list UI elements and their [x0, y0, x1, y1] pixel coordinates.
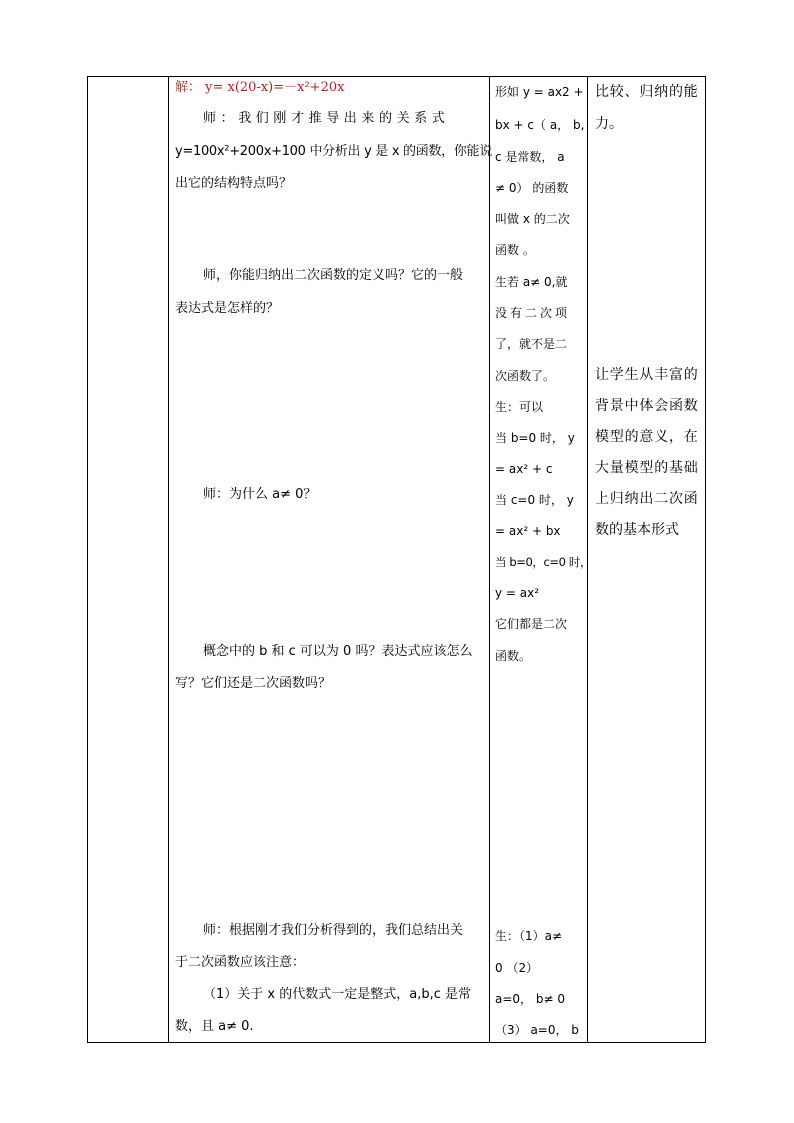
intent-text: 让学生从丰富的 — [595, 367, 699, 383]
intent-text: 背景中体会函数 — [595, 398, 699, 414]
definition-text: c 是常数， a — [495, 150, 565, 164]
answer-text: 0 （2） — [495, 961, 539, 975]
case-text: 当 b=0，c=0 时， — [495, 555, 592, 569]
solution-line: 解： y= x(20-x)=－x²+20x — [175, 80, 345, 95]
lesson-table — [87, 76, 706, 1043]
summary-text: 数，且 a≠ 0. — [175, 1019, 254, 1034]
case-text: y = ax² — [495, 586, 540, 600]
definition-text: 形如 y = ax2 + — [495, 85, 584, 99]
question-text: y=100x²+200x+100 中分析出 y 是 x 的函数，你能说 — [175, 144, 492, 159]
question-text: 师：为什么 a≠ 0？ — [203, 487, 317, 502]
case-text: 函数。 — [495, 649, 532, 663]
summary-text: （1）关于 x 的代数式一定是整式，a,b,c 是常 — [203, 987, 471, 1002]
question-text: 概念中的 b 和 c 可以为 0 吗？表达式应该怎么 — [203, 644, 473, 659]
summary-text: 师：根据刚才我们分析得到的，我们总结出关 — [203, 923, 464, 938]
summary-text: 于二次函数应该注意： — [175, 955, 306, 970]
reason-text: 次函数了。 — [495, 369, 556, 383]
student-activity-column — [490, 77, 592, 1042]
reason-text: 了，就不是二 — [495, 337, 568, 351]
definition-text: 函数 。 — [495, 243, 535, 257]
reason-text: 生若 a≠ 0,就 — [495, 275, 568, 289]
intent-text: 模型的意义，在 — [595, 429, 699, 445]
teacher-activity-column — [169, 77, 492, 1042]
reason-text: 没有二次项 — [495, 306, 571, 320]
definition-text: ≠ 0） 的函数 — [495, 181, 569, 195]
question-text: 出它的结构特点吗？ — [175, 176, 293, 191]
question-text: 师，你能归纳出二次函数的定义吗？它的一般 — [203, 268, 464, 283]
design-intent-column — [588, 77, 705, 1042]
question-text: 写？它们还是二次函数吗？ — [175, 676, 332, 691]
intent-text: 数的基本形式 — [595, 522, 679, 538]
case-text: 当 b=0 时， y — [495, 431, 575, 445]
intent-text: 上归纳出二次函 — [595, 491, 699, 507]
definition-text: 叫做 x 的二次 — [495, 212, 570, 226]
answer-text: 生：（1）a≠ — [495, 929, 563, 943]
case-text: = ax² + c — [495, 462, 553, 476]
intent-text: 大量模型的基础 — [595, 460, 699, 476]
case-text: 它们都是二次 — [495, 617, 568, 631]
case-text: 生：可以 — [495, 400, 544, 414]
question-text: 师：我们刚才推导出来的关系式 — [203, 111, 450, 126]
case-text: = ax² + bx — [495, 524, 561, 538]
definition-text: bx + c（ a， b, — [495, 118, 585, 132]
question-text: 表达式是怎样的？ — [175, 301, 280, 316]
answer-text: a=0， b≠ 0 — [495, 992, 565, 1006]
intent-text: 力。 — [595, 116, 623, 132]
intent-text: 比较、归纳的能 — [595, 84, 699, 100]
answer-text: （3） a=0， b — [495, 1023, 579, 1037]
case-text: 当 c=0 时， y — [495, 493, 574, 507]
